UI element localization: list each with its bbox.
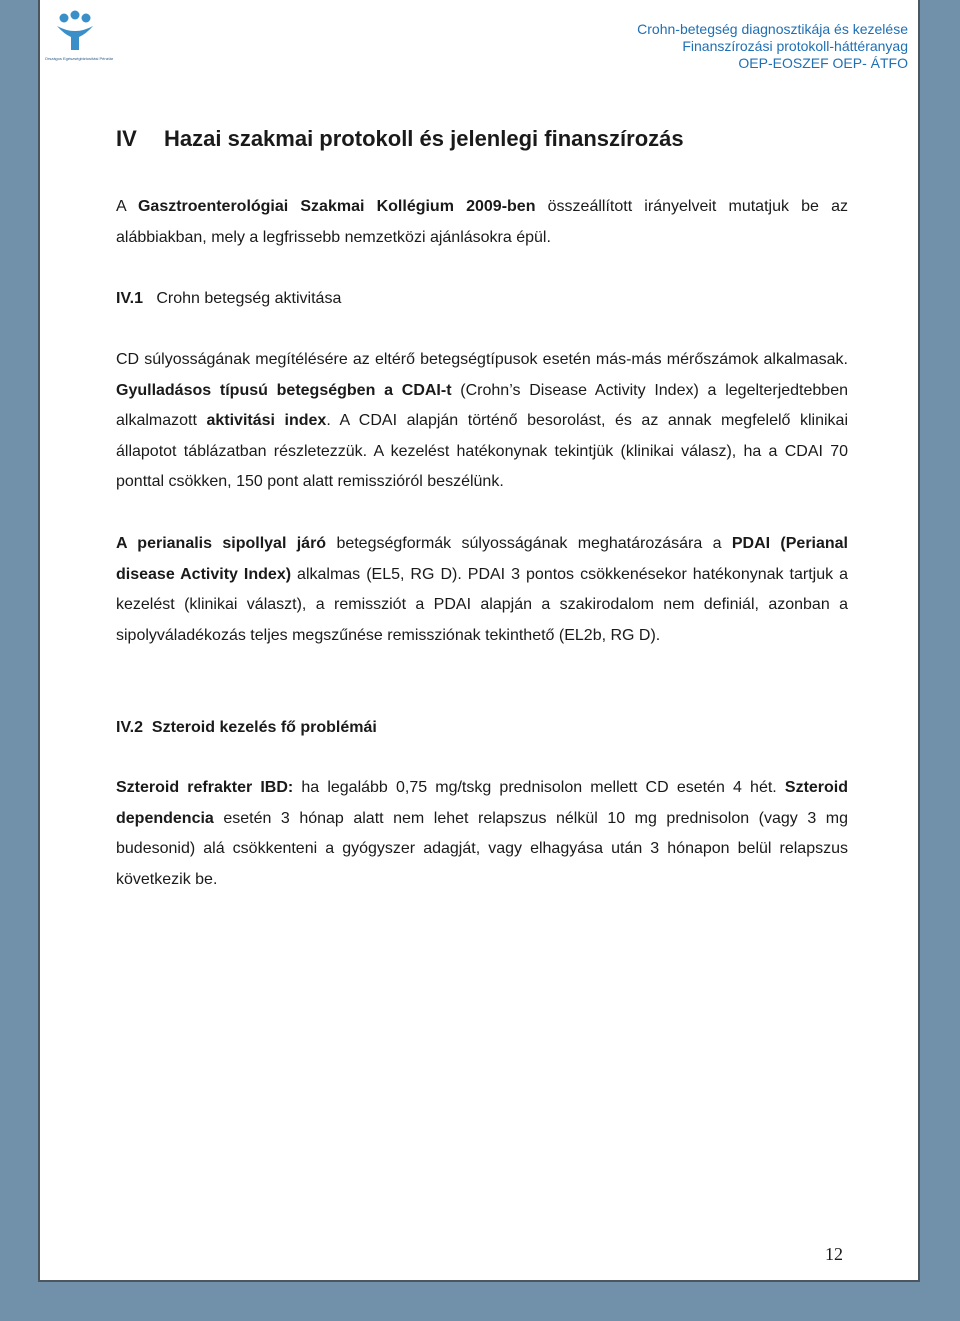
logo-caption: Országos Egészségbiztosítási Pénztár	[44, 56, 114, 61]
document-page	[38, 0, 920, 1282]
section-title: Szteroid kezelés fő problémái	[151, 719, 377, 736]
chapter-title: Hazai szakmai protokoll és jelenlegi finanszírozás	[164, 126, 684, 151]
steroid-paragraph: Szteroid refrakter IBD: ha legalább 0,75 mg/tskg prednisolon mellett CD esetén 4 hét. Szteroid dependencia esetén 3 hónap alatt nem lehet relapszus nélkül 10 mg prednisolon (vagy 3 mg budesonid) alá csökkenteni a gyógyszer adagját, vagy elhagyása után 3 hónapon belül relapszus következik be.	[116, 779, 849, 888]
header-subtitle: Finanszírozási protokoll-háttéranyag	[682, 38, 908, 54]
running-header	[637, 21, 908, 72]
section-number: IV.2	[116, 719, 143, 736]
pdai-paragraph: A perianalis sipollyal járó betegségformák súlyosságának meghatározására a PDAI (Perianal disease Activity Index) alkalmas (EL5, RG D). PDAI 3 pontos csökkenésekor hatékonynak tartjuk a kezelést (klinikai választ), a remissziót a PDAI alapján a szakirodalom nem definiál, azonban a sipolyváladékozás teljes megszűnése remissziónak tekinthető (EL2b, RG D).	[116, 535, 849, 644]
intro-bold: Gasztroenterológiai Szakmai Kollégium 2009-ben	[137, 198, 536, 215]
section-heading-iv1	[116, 284, 341, 314]
chapter-heading	[116, 126, 684, 152]
section-heading-iv2	[116, 713, 377, 743]
intro-paragraph: A Gasztroenterológiai Szakmai Kollégium 2009-ben összeállított irányelveit mutatjuk be az alábbiakban, mely a legfrissebb nemzetközi ajánlásokra épül.	[116, 198, 849, 246]
chapter-number: IV	[116, 126, 137, 151]
figures-logo-icon	[44, 10, 106, 54]
page-number: 12	[825, 1244, 843, 1264]
header-org: OEP-EOSZEF OEP- ÁTFO	[738, 55, 908, 71]
section-title: Crohn betegség aktivitása	[156, 290, 342, 307]
logo	[44, 10, 114, 62]
section-number: IV.1	[116, 290, 143, 307]
cdai-paragraph: CD súlyosságának megítélésére az eltérő betegségtípusok esetén más-más mérőszámok alkalmasak. Gyulladásos típusú betegségben a CDAI-t (Crohn’s Disease Activity Index) a legelterjedtebben alkalmazott aktivitási index. A CDAI alapján történő besorolást, és az annak megfelelő klinikai állapotot táblázatban részletezzük. A kezelést hatékonynak tekintjük (klinikai válasz), ha a CDAI 70 ponttal csökken, 150 pont alatt remisszióról beszélünk.	[116, 351, 848, 490]
header-title: Crohn-betegség diagnosztikája és kezelése	[637, 21, 908, 37]
